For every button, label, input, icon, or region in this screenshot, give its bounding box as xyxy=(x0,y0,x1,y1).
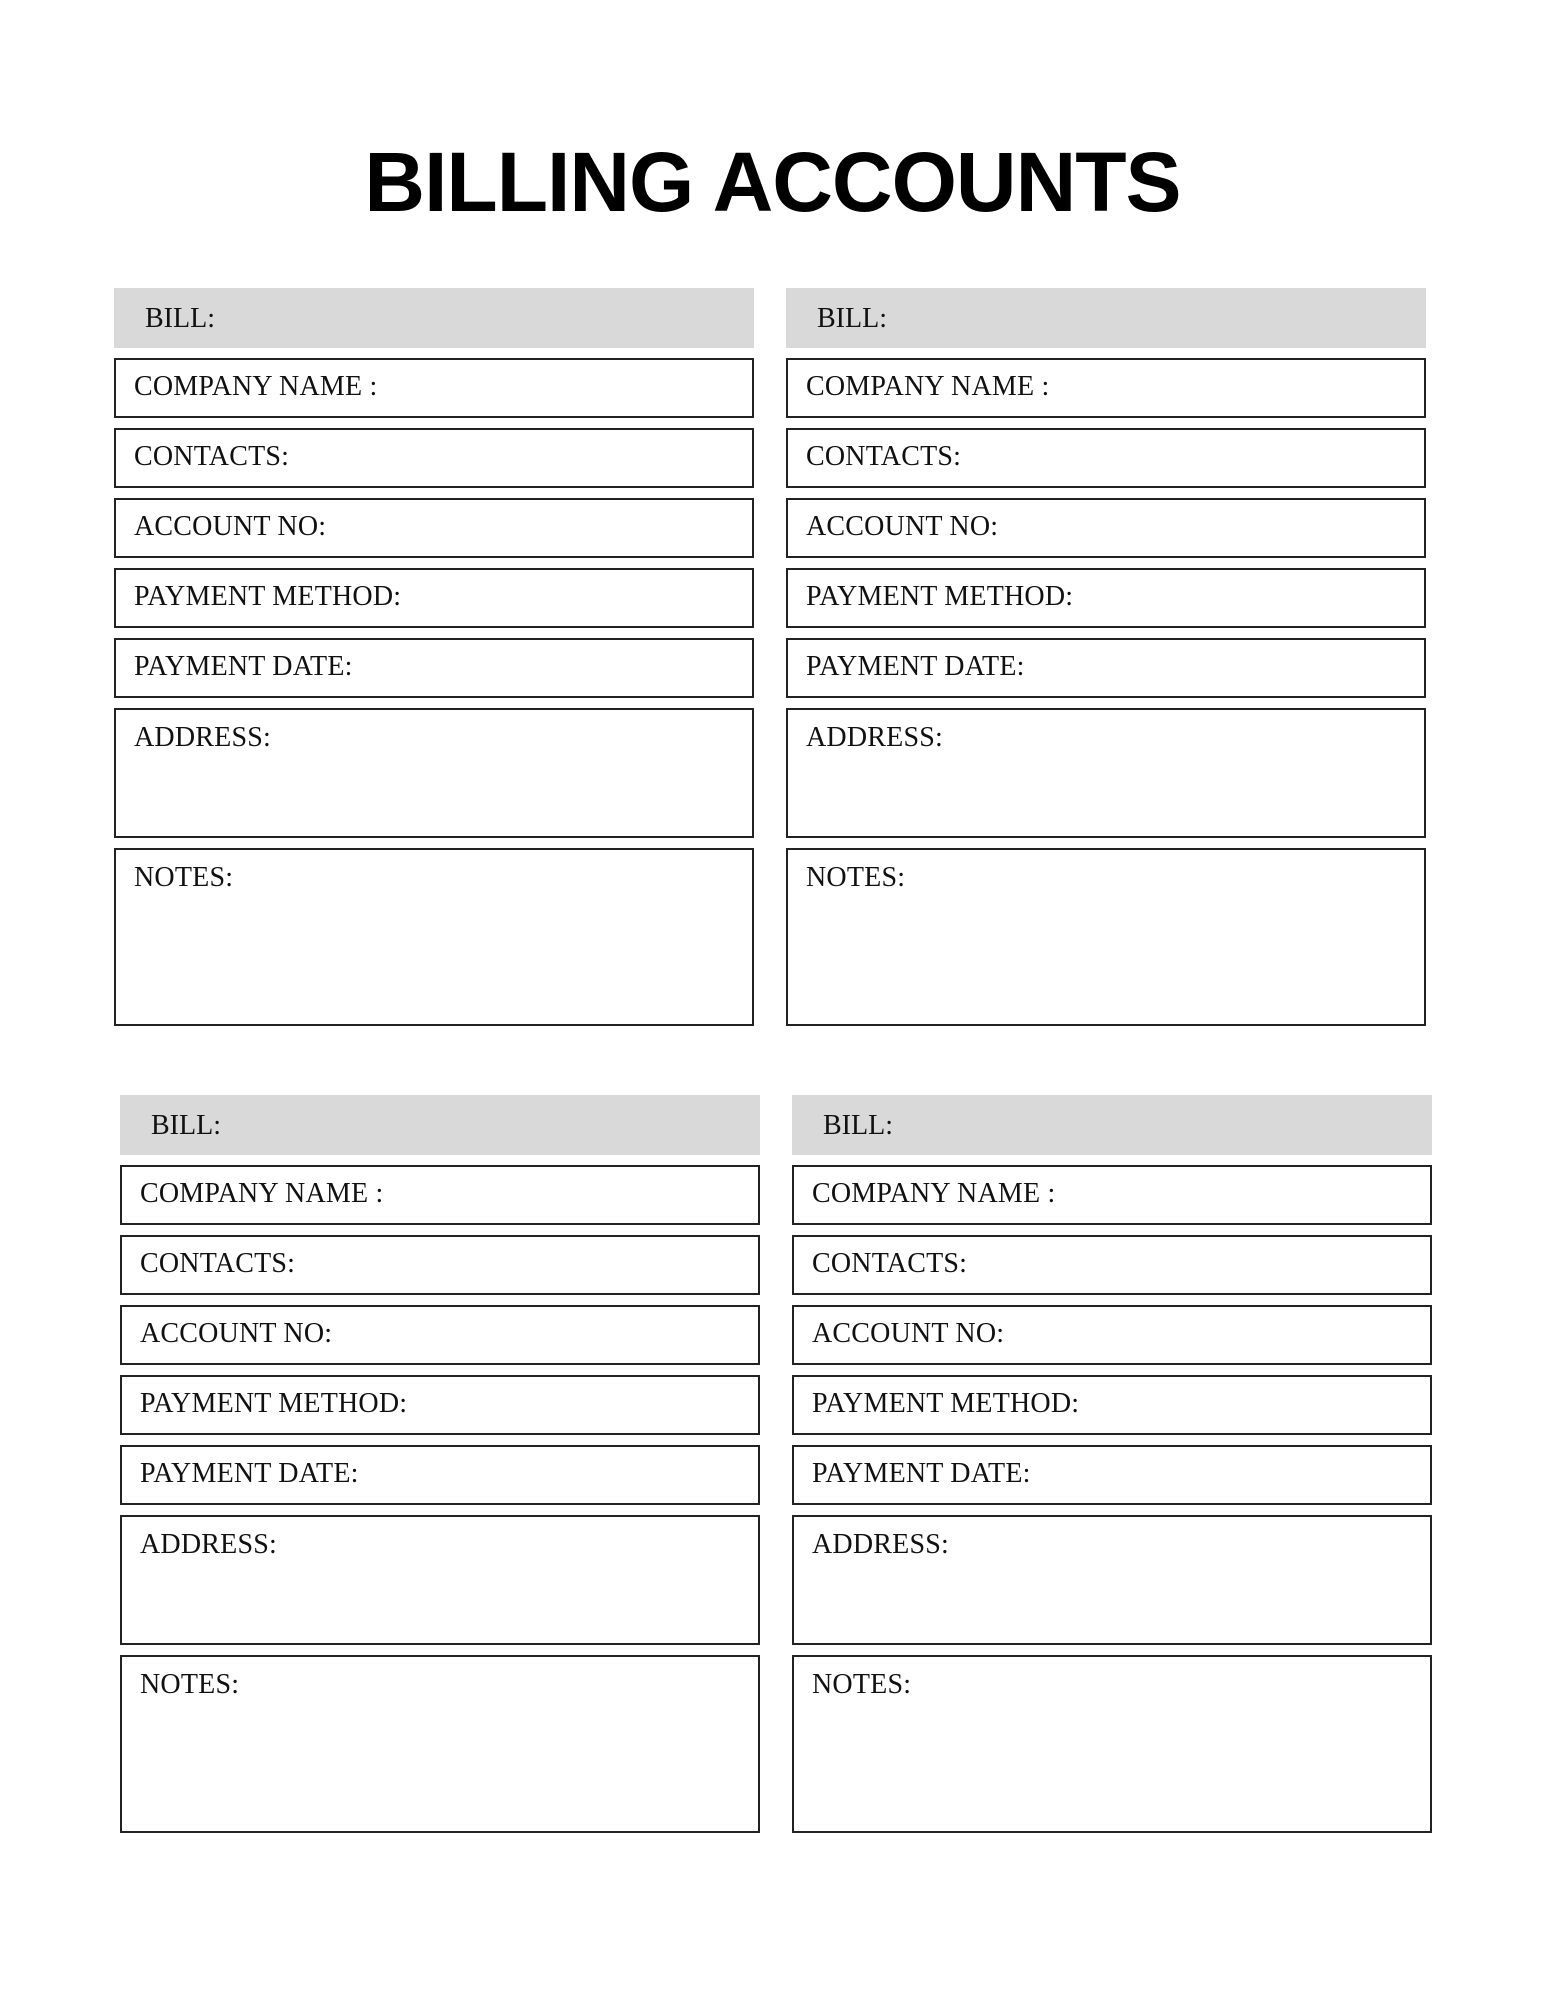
account-no-field[interactable] xyxy=(792,1305,1432,1365)
address-field[interactable] xyxy=(792,1515,1432,1645)
company-name-label: COMPANY NAME : xyxy=(812,1178,1056,1209)
payment-date-field[interactable] xyxy=(792,1445,1432,1505)
address-label: ADDRESS: xyxy=(134,722,271,753)
notes-field[interactable] xyxy=(792,1655,1432,1833)
contacts-label: CONTACTS: xyxy=(806,441,962,472)
contacts-field[interactable] xyxy=(786,428,1426,488)
notes-field[interactable] xyxy=(120,1655,760,1833)
account-no-field[interactable] xyxy=(114,498,754,558)
payment-date-label: PAYMENT DATE: xyxy=(812,1458,1031,1489)
notes-label: NOTES: xyxy=(812,1669,912,1700)
address-label: ADDRESS: xyxy=(812,1529,949,1560)
notes-label: NOTES: xyxy=(806,862,906,893)
bill-label: BILL: xyxy=(145,303,215,334)
account-no-label: ACCOUNT NO: xyxy=(134,511,327,542)
address-field[interactable] xyxy=(120,1515,760,1645)
payment-method-label: PAYMENT METHOD: xyxy=(140,1388,408,1419)
payment-method-field[interactable] xyxy=(120,1375,760,1435)
payment-method-label: PAYMENT METHOD: xyxy=(806,581,1074,612)
contacts-label: CONTACTS: xyxy=(134,441,290,472)
contacts-field[interactable] xyxy=(120,1235,760,1295)
account-no-label: ACCOUNT NO: xyxy=(140,1318,333,1349)
payment-method-field[interactable] xyxy=(114,568,754,628)
bill-header xyxy=(120,1095,760,1155)
company-name-field[interactable] xyxy=(792,1165,1432,1225)
notes-label: NOTES: xyxy=(140,1669,240,1700)
company-name-field[interactable] xyxy=(786,358,1426,418)
bill-header xyxy=(792,1095,1432,1155)
account-no-label: ACCOUNT NO: xyxy=(812,1318,1005,1349)
bill-label: BILL: xyxy=(823,1110,893,1141)
payment-date-label: PAYMENT DATE: xyxy=(140,1458,359,1489)
address-field[interactable] xyxy=(786,708,1426,838)
company-name-field[interactable] xyxy=(114,358,754,418)
payment-date-field[interactable] xyxy=(786,638,1426,698)
payment-date-field[interactable] xyxy=(114,638,754,698)
company-name-label: COMPANY NAME : xyxy=(806,371,1050,402)
payment-method-field[interactable] xyxy=(786,568,1426,628)
company-name-label: COMPANY NAME : xyxy=(134,371,378,402)
payment-date-field[interactable] xyxy=(120,1445,760,1505)
account-no-field[interactable] xyxy=(120,1305,760,1365)
payment-date-label: PAYMENT DATE: xyxy=(134,651,353,682)
contacts-field[interactable] xyxy=(792,1235,1432,1295)
address-label: ADDRESS: xyxy=(140,1529,277,1560)
account-no-field[interactable] xyxy=(786,498,1426,558)
account-no-label: ACCOUNT NO: xyxy=(806,511,999,542)
payment-date-label: PAYMENT DATE: xyxy=(806,651,1025,682)
payment-method-label: PAYMENT METHOD: xyxy=(812,1388,1080,1419)
notes-field[interactable] xyxy=(786,848,1426,1026)
page-title: BILLING ACCOUNTS xyxy=(364,135,1181,229)
contacts-label: CONTACTS: xyxy=(140,1248,296,1279)
bill-label: BILL: xyxy=(151,1110,221,1141)
bill-label: BILL: xyxy=(817,303,887,334)
notes-label: NOTES: xyxy=(134,862,234,893)
company-name-label: COMPANY NAME : xyxy=(140,1178,384,1209)
payment-method-field[interactable] xyxy=(792,1375,1432,1435)
notes-field[interactable] xyxy=(114,848,754,1026)
address-field[interactable] xyxy=(114,708,754,838)
contacts-label: CONTACTS: xyxy=(812,1248,968,1279)
payment-method-label: PAYMENT METHOD: xyxy=(134,581,402,612)
bill-header xyxy=(786,288,1426,348)
company-name-field[interactable] xyxy=(120,1165,760,1225)
contacts-field[interactable] xyxy=(114,428,754,488)
address-label: ADDRESS: xyxy=(806,722,943,753)
bill-header xyxy=(114,288,754,348)
